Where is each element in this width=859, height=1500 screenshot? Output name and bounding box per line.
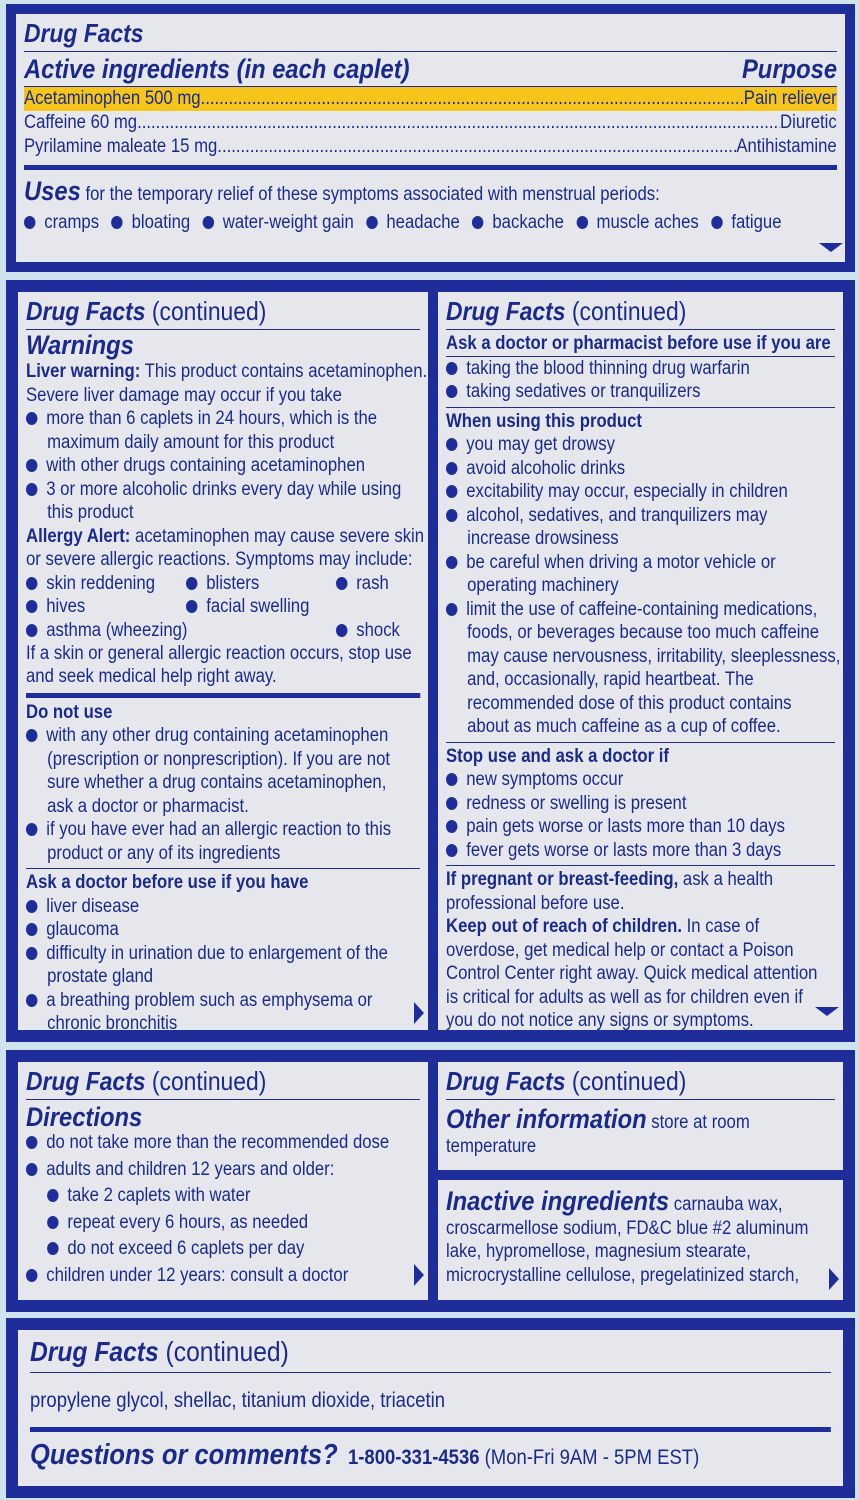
allergy-alert-label: Allergy Alert:	[26, 525, 131, 547]
list-item: and, occasionally, rapid heartbeat. The	[467, 669, 754, 690]
allergy-symptom	[26, 619, 188, 643]
symptom-item	[24, 212, 99, 233]
symptom-item	[366, 212, 460, 233]
bullet-icon	[26, 1163, 37, 1176]
bullet-icon	[26, 1136, 37, 1149]
phone-hours: (Mon-Fri 9AM - 5PM EST)	[484, 1446, 700, 1469]
liver-warning-text-2: Severe liver damage may occur if you take	[26, 384, 342, 406]
active-ingredients-heading: Active ingredients (in each caplet)	[24, 54, 410, 84]
list-item	[26, 454, 373, 478]
list-item	[26, 942, 388, 966]
bullet-icon	[446, 509, 457, 522]
allergy-alert-text-2: or severe allergic reactions. Symptoms may include:	[26, 549, 413, 570]
bullet-icon	[26, 947, 37, 960]
list-item-text: taking the blood thinning drug warfarin	[466, 357, 750, 379]
symptom-label: muscle aches	[596, 211, 699, 233]
panel-questions	[6, 1318, 855, 1498]
drug-facts-title: Drug Facts	[26, 1066, 146, 1096]
keep-out-line: Control Center right away. Quick medical attention	[446, 963, 818, 984]
liver-warning-label: Liver warning:	[26, 361, 141, 382]
drug-facts-title: Drug Facts	[26, 296, 146, 326]
list-item	[446, 357, 788, 381]
continued-label: (continued)	[571, 1066, 687, 1096]
list-item	[446, 457, 788, 481]
bullet-icon	[186, 600, 197, 613]
bullet-icon	[446, 603, 457, 616]
bullet-icon	[446, 362, 457, 375]
bullet-icon	[366, 216, 377, 229]
list-item-text: excitability may occur, especially in children	[466, 481, 788, 502]
ingredient-list	[24, 87, 837, 159]
bullet-icon	[26, 994, 37, 1007]
bullet-icon	[26, 1269, 37, 1282]
bullet-icon	[26, 412, 37, 425]
bullet-icon	[336, 577, 347, 590]
allergy-symptom	[336, 572, 389, 596]
direction-text: take 2 caplets with water	[67, 1185, 251, 1206]
continued-label: (continued)	[571, 296, 687, 326]
bullet-icon	[203, 216, 214, 229]
list-item	[26, 989, 373, 1013]
list-item-text: new symptoms occur	[466, 769, 624, 790]
allergy-alert-text: acetaminophen may cause severe skin	[135, 525, 425, 547]
list-item-text: be careful when driving a motor vehicle or	[466, 551, 776, 573]
bullet-icon	[446, 773, 457, 786]
list-item: this product	[47, 502, 134, 523]
list-item: may cause nervousness, irritability, sleeplessness,	[467, 645, 841, 667]
inactive-ingredients-heading: Inactive ingredients	[446, 1186, 670, 1216]
directions-list	[26, 1130, 420, 1289]
symptom-label: water-weight gain	[222, 211, 354, 233]
keep-out-line: you do not notice any signs or symptoms.	[446, 1010, 754, 1031]
stop-use-list	[446, 768, 835, 862]
continue-right-arrow-icon	[829, 1268, 839, 1290]
uses-text: for the temporary relief of these symptoms associated with menstrual periods:	[85, 184, 660, 205]
when-using-heading: When using this product	[446, 410, 642, 432]
direction-text: repeat every 6 hours, as needed	[67, 1211, 309, 1233]
list-item: chronic bronchitis	[47, 1013, 178, 1032]
uses-line	[24, 176, 739, 207]
keep-out-label: Keep out of reach of children.	[446, 916, 682, 937]
bullet-icon	[24, 216, 35, 229]
list-item	[26, 478, 402, 502]
bullet-icon	[186, 577, 197, 590]
list-item-text: a breathing problem such as emphysema or	[46, 989, 373, 1011]
keep-out-line: is critical for adults as well as for children even if	[446, 986, 803, 1008]
list-item: operating machinery	[467, 575, 619, 596]
allergy-symptom-label: blisters	[206, 572, 260, 594]
phone-number[interactable]: 1-800-331-4536	[347, 1446, 480, 1469]
inactive-line: microcrystalline cellulose, pregelatinized starch,	[446, 1264, 800, 1286]
bullet-icon	[26, 624, 37, 637]
list-item-text: 3 or more alcoholic drinks every day while using	[46, 478, 402, 500]
card-directions	[16, 1060, 430, 1302]
leader-dots	[217, 135, 736, 159]
list-item	[446, 504, 788, 528]
symptom-item	[111, 212, 190, 233]
ask-pharmacist-heading: Ask a doctor or pharmacist before use if you are	[446, 330, 835, 357]
list-item: about as much caffeine as a cup of coffee.	[467, 716, 781, 737]
liver-warning-text: This product contains acetaminophen.	[144, 361, 428, 382]
continue-down-arrow-icon	[819, 243, 843, 252]
bullet-icon	[47, 1189, 58, 1202]
list-item-text: fever gets worse or lasts more than 3 days	[466, 839, 782, 861]
list-item-text: with other drugs containing acetaminophen	[46, 455, 366, 476]
pregnant-text-2: professional before use.	[446, 892, 625, 914]
list-item: product or any of its ingredients	[47, 842, 281, 864]
list-item: sure whether a drug contains acetaminophen,	[47, 772, 387, 793]
inactive-line: lake, hypromellose, magnesium stearate,	[446, 1241, 751, 1262]
list-item	[26, 818, 392, 842]
symptom-list	[24, 211, 782, 235]
card-warnings-left	[16, 290, 430, 1032]
ingredient-row	[24, 87, 837, 111]
bullet-icon	[26, 577, 37, 590]
list-item	[446, 598, 818, 622]
card-inactive-ingredients	[436, 1178, 845, 1302]
uses-heading: Uses	[24, 176, 81, 206]
bullet-icon	[26, 823, 37, 836]
do-not-use-heading: Do not use	[26, 701, 113, 723]
ingredient-purpose: Pain reliever	[743, 88, 837, 109]
ingredient-name: Acetaminophen 500 mg	[24, 88, 201, 109]
bullet-icon	[446, 462, 457, 475]
list-item	[446, 551, 788, 575]
bullet-icon	[446, 556, 457, 569]
list-item: ask a doctor or pharmacist.	[47, 795, 249, 817]
drug-facts-title: Drug Facts	[446, 1066, 566, 1096]
list-item-text: glaucoma	[46, 919, 119, 940]
direction-item	[26, 1236, 373, 1263]
list-item-text: pain gets worse or lasts more than 10 days	[466, 816, 786, 837]
allergy-symptom	[26, 572, 155, 596]
inactive-ingredients-text: carnauba wax,	[673, 1194, 783, 1215]
ask-doctor-heading: Ask a doctor before use if you have	[26, 872, 309, 893]
list-item	[446, 433, 788, 457]
symptom-item	[576, 212, 698, 233]
bullet-icon	[26, 729, 37, 742]
leader-dots	[137, 111, 780, 135]
drug-facts-title: Drug Facts	[24, 18, 144, 48]
card-other-info	[436, 1060, 845, 1172]
bullet-icon	[47, 1242, 58, 1255]
list-item: increase drowsiness	[467, 528, 619, 549]
list-item-text: if you have ever had an allergic reaction to this	[46, 819, 392, 840]
bullet-icon	[446, 485, 457, 498]
ingredient-purpose: Antihistamine	[736, 136, 837, 157]
list-item-text: you may get drowsy	[466, 434, 615, 455]
list-item: (prescription or nonprescription). If you are not	[47, 748, 391, 770]
allergy-after-text: If a skin or general allergic reaction occurs, stop use	[26, 642, 412, 664]
card-active-ingredients	[14, 12, 847, 264]
card-warnings-right	[436, 290, 845, 1032]
panel-warnings	[6, 280, 855, 1042]
drug-facts-title: Drug Facts	[446, 296, 566, 326]
ingredient-name: Caffeine 60 mg	[24, 112, 138, 133]
leader-dots	[201, 87, 744, 111]
questions-heading: Questions or comments?	[30, 1439, 338, 1471]
other-information-text: store at room	[651, 1112, 750, 1133]
continue-right-arrow-icon	[414, 1264, 424, 1286]
allergy-symptom-label: skin reddening	[46, 572, 156, 594]
direction-text: do not exceed 6 caplets per day	[67, 1238, 305, 1259]
allergy-symptom-label: facial swelling	[206, 596, 310, 617]
bullet-icon	[26, 459, 37, 472]
list-item	[26, 895, 373, 919]
allergy-symptom	[186, 572, 259, 596]
direction-item	[26, 1183, 373, 1210]
direction-item	[26, 1263, 373, 1290]
symptom-label: headache	[386, 211, 460, 233]
ask-doctor-list	[26, 895, 420, 1033]
list-item	[446, 768, 788, 792]
list-item	[446, 480, 788, 504]
list-item-text: avoid alcoholic drinks	[466, 457, 626, 479]
bullet-icon	[711, 216, 722, 229]
symptom-item	[472, 212, 564, 233]
bullet-icon	[26, 900, 37, 913]
list-item	[446, 380, 788, 404]
other-information-text-2: temperature	[446, 1135, 537, 1157]
allergy-symptom-label: rash	[356, 572, 389, 594]
symptom-item	[203, 212, 354, 233]
bullet-icon	[446, 385, 457, 398]
bullet-icon	[446, 820, 457, 833]
allergy-after-text-2: and seek medical help right away.	[26, 665, 420, 698]
allergy-symptom	[336, 619, 400, 643]
list-item	[446, 815, 788, 839]
allergy-symptom	[26, 595, 85, 619]
bullet-icon	[446, 844, 457, 857]
do-not-use-list	[26, 724, 420, 865]
list-item-text: liver disease	[46, 895, 140, 917]
inactive-ingredients-continued: propylene glycol, shellac, titanium dioxide, triacetin	[30, 1373, 831, 1432]
list-item-text: redness or swelling is present	[466, 792, 687, 814]
direction-item	[26, 1130, 390, 1157]
allergy-symptom-label: shock	[356, 619, 400, 641]
bullet-icon	[446, 438, 457, 451]
list-item: foods, or beverages because too much caffeine	[467, 622, 820, 643]
ingredient-name: Pyrilamine maleate 15 mg	[24, 136, 218, 157]
liver-warning-list	[26, 407, 420, 525]
drug-facts-title: Drug Facts	[30, 1336, 159, 1367]
ingredient-row	[24, 111, 837, 135]
list-item: prostate gland	[47, 966, 154, 987]
list-item-text: limit the use of caffeine-containing medications,	[466, 598, 818, 620]
keep-out-text: In case of	[686, 916, 760, 937]
card-questions	[16, 1328, 845, 1488]
purpose-heading: Purpose	[741, 54, 837, 84]
bullet-icon	[576, 216, 587, 229]
bullet-icon	[26, 923, 37, 936]
ask-pharmacist-list	[446, 357, 835, 404]
list-item	[446, 792, 788, 816]
direction-text: do not take more than the recommended dose	[46, 1132, 390, 1153]
list-item-text: with any other drug containing acetaminophen	[46, 725, 389, 746]
symptom-label: fatigue	[731, 211, 782, 233]
ingredient-row	[24, 135, 837, 159]
list-item-text: difficulty in urination due to enlargement of the	[46, 942, 388, 964]
inactive-line: croscarmellose sodium, FD&C blue #2 aluminum	[446, 1217, 809, 1239]
list-item-text: more than 6 caplets in 24 hours, which is the	[46, 408, 378, 429]
keep-out-text-lines	[446, 939, 835, 1033]
other-information-heading: Other information	[446, 1104, 647, 1134]
list-item	[26, 918, 373, 942]
symptom-label: bloating	[131, 211, 191, 233]
list-item	[26, 407, 378, 431]
stop-use-heading: Stop use and ask a doctor if	[446, 745, 669, 767]
panel-directions	[6, 1050, 855, 1312]
bullet-icon	[472, 216, 483, 229]
allergy-symptom-label: asthma (wheezing)	[46, 619, 188, 641]
list-item-text: alcohol, sedatives, and tranquilizers may	[466, 504, 768, 526]
symptom-label: backache	[492, 211, 564, 233]
symptom-label: cramps	[44, 211, 100, 233]
allergy-symptom-grid	[26, 572, 420, 642]
keep-out-line: overdose, get medical help or contact a Poison	[446, 939, 794, 961]
pregnant-label: If pregnant or breast-feeding,	[446, 869, 679, 890]
directions-heading: Directions	[26, 1102, 143, 1132]
warnings-heading: Warnings	[26, 330, 134, 360]
bullet-icon	[26, 600, 37, 613]
allergy-symptom-label: hives	[46, 596, 86, 617]
when-using-list	[446, 433, 841, 739]
direction-item	[26, 1210, 373, 1237]
continued-label: (continued)	[165, 1336, 289, 1367]
continued-label: (continued)	[151, 1066, 267, 1096]
direction-text: adults and children 12 years and older:	[46, 1158, 335, 1180]
direction-text: children under 12 years: consult a doctor	[46, 1264, 349, 1286]
bullet-icon	[26, 483, 37, 496]
direction-item	[26, 1157, 373, 1184]
bullet-icon	[47, 1216, 58, 1229]
symptom-item	[711, 212, 781, 233]
bullet-icon	[111, 216, 122, 229]
bullet-icon	[336, 624, 347, 637]
list-item	[446, 839, 788, 863]
continue-right-arrow-icon	[414, 1002, 424, 1024]
continued-label: (continued)	[151, 296, 267, 326]
pregnant-text: ask a health	[682, 869, 774, 890]
allergy-symptom	[186, 595, 309, 619]
continue-down-arrow-icon	[815, 1007, 839, 1016]
panel-active-ingredients	[6, 4, 855, 272]
bullet-icon	[446, 797, 457, 810]
list-item	[26, 724, 389, 748]
list-item: maximum daily amount for this product	[47, 431, 335, 453]
inactive-ingredients-lines	[446, 1217, 835, 1288]
list-item-text: taking sedatives or tranquilizers	[466, 381, 701, 402]
ingredient-purpose: Diuretic	[780, 112, 837, 133]
list-item: recommended dose of this product contains	[467, 692, 792, 714]
